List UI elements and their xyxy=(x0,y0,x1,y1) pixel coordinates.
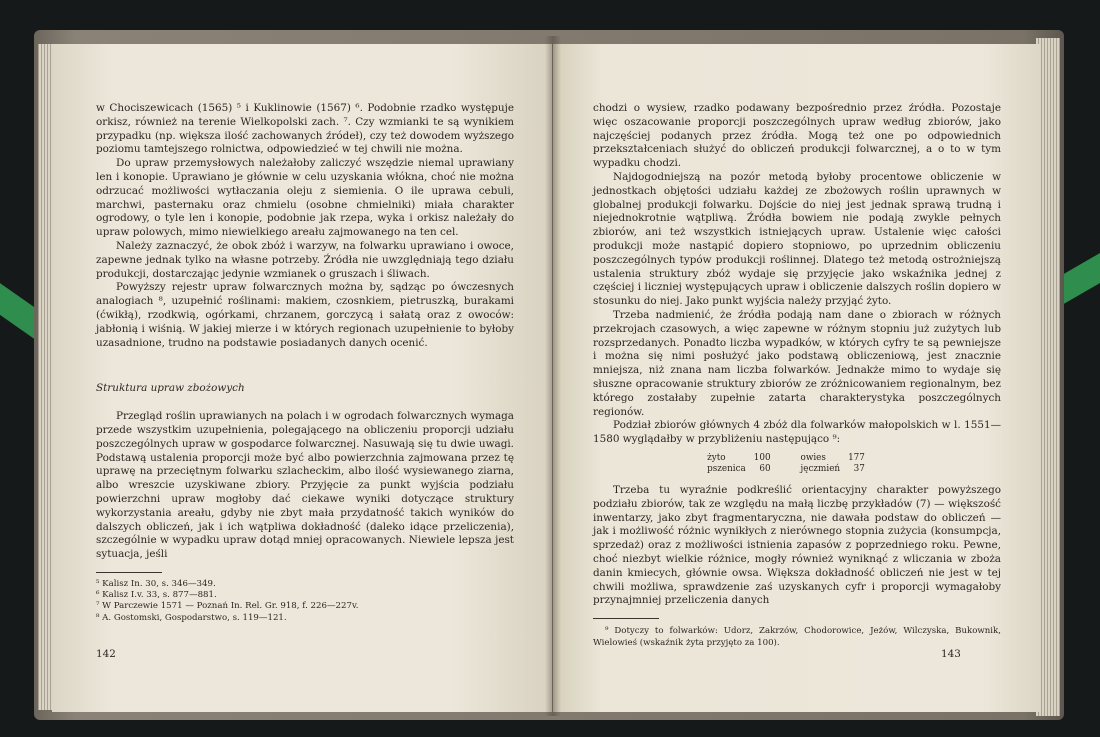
table-cell: jęczmień xyxy=(800,464,841,475)
table-row xyxy=(703,464,891,476)
table-cell: 60 xyxy=(759,464,771,475)
table-cell: żyto xyxy=(707,452,726,463)
paragraph: chodzi o wysiew, rzadko podawany bezpośrednio przez źródła. Pozostaje więc oszacowanie proporcji poszczególnych upraw według zbiorów, jako najczęściej podanych przez źródła. Mogą też one po odpowiednich przekształceniach służyć do obliczeń produkcji folwarcznej, a o to w tym wypadku chodzi. xyxy=(593,102,1001,170)
paragraph: Należy zaznaczyć, że obok zbóż i warzyw, na folwarku uprawiano i owoce, zapewne jednak tylko na własne potrzeby. Źródła nie uwzględniają tego działu produkcji, dostarczając jedynie wzmianek o gruszach i śliwach. xyxy=(96,239,514,280)
paragraph: Do upraw przemysłowych należałoby zaliczyć wszędzie niemal uprawiany len i konopie. Uprawiano je głównie w celu uzyskania włókna, choć nie można odrzucać możliwości wytłaczania oleju z siemienia. O ile uprawa cebuli, marchwi, pasternaku oraz chmielu (osobne chmielniki) miała charakter ogrodowy, o tyle len i konopie, podobnie jak rzepa, wyka i orkisz należały do upraw polowych, mimo niewielkiego areału zajmowanego na ten cel. xyxy=(96,157,514,239)
table-cell: 100 xyxy=(753,452,771,463)
paragraph: w Chociszewicach (1565) ⁵ i Kuklinowie (1567) ⁶. Podobnie rzadko występuje orkisz, również na terenie Wielkopolski zach. ⁷. Czy wzmianki te są wynikiem przypadku (np. większa ilość zachowanych źródeł), czy też dowodem wyższego poziomu tamtejszego rolnictwa, odpowiedzieć w tej chwili nie można. xyxy=(96,102,514,156)
paragraph: Powyższy rejestr upraw folwarcznych można by, sądząc po ówczesnych analogiach ⁸, uzupełnić roślinami: makiem, czosnkiem, pietruszką, burakami (ćwikłą), rzodkwią, ogórkami, chrzanem, gorczycą i sałatą oraz z owoców: jabłonią i wiśnią. W jakiej mierze i w których regionach uzupełnienie to byłoby uzasadnione, trudno na podstawie posiadanych danych ocenić. xyxy=(96,281,514,349)
page-number: 143 xyxy=(941,648,961,660)
right-page-text xyxy=(593,102,1001,649)
footnote: ⁸ A. Gostomski, Gospodarstwo, s. 119—121. xyxy=(96,612,287,623)
footnote: ⁵ Kalisz In. 30, s. 346—349. xyxy=(96,578,216,589)
paragraph: Trzeba tu wyraźnie podkreślić orientacyjny charakter powyższego podziału zbiorów, tak ze względu na małą liczbę przykładów (7) — większość inwentarzy, jako zbyt fragmentaryczna, nie dawała podstaw do obliczeń — jak i możliwość różnic wynikłych z nierównego stopnia zużycia (konsumpcja, sprzedaż) oraz z możliwości istnienia zapasów z poprzedniego roku. Pewne, choć niezbyt wielkie różnice, mogły również wyniknąć z wliczania w zboża danin kmiecych, głównie owsa. Większa dokładność obliczeń nie jest w tej chwili możliwa, sprawdzenie zaś uzyskanych cyfr i proporcji wymagałoby przynajmniej przeliczenia danych xyxy=(593,483,1001,607)
footnote: ⁶ Kalisz I.v. 33, s. 877—881. xyxy=(96,590,217,601)
paragraph: Trzeba nadmienić, że źródła podają nam dane o zbiorach w różnych przekrojach czasowych, a więc zapewne w różnym stopniu już zużytych lub rozsprzedanych. Ponadto liczba wypadków, w których cyfry te są pewniejsze i można się nimi posłużyć jako podstawą obliczeniową, jest znacznie mniejsza, niż znana nam liczba folwarków. Jednakże mimo to wydaje się słuszne opracowanie struktury zbiorów ze zróżnicowaniem regionalnym, bez którego zostałaby zupełnie zatarta charakterystyka poszczególnych regionów. xyxy=(593,308,1001,418)
paragraph: Przegląd roślin uprawianych na polach i w ogrodach folwarcznych wymaga przede wszystkim uzupełnienia, polegającego na obliczeniu proporcji udziału poszczególnych upraw w gospodarce folwarcznej. Nasuwają się tu dwie uwagi. Podstawą ustalenia proporcji może być albo powierzchnia zajmowana przez tę uprawę na przeciętnym folwarku szlacheckim, albo ilość wysiewanego ziarna, albo wreszcie uzyskiwane zbiory. Przyjęcie za punkt wyjścia podziału powierzchni upraw mogłoby dać ciekawe wyniki dotyczące struktury wykorzystania areału, gdyby nie zbyt mała przydatność takich wyników do dalszych obliczeń, jak i ich wątpliwa dokładność (daleko idące przeliczenia), szczególnie w wypadku upraw dotąd mniej opracowanych. Niewiele lepsza jest sytuacja, jeśli xyxy=(96,410,514,561)
harvest-table xyxy=(703,453,891,476)
table-cell: 177 xyxy=(848,452,865,463)
paragraph: Podział zbiorów głównych 4 zbóż dla folwarków małopolskich w l. 1551—1580 wyglądałby w przybliżeniu następująco ⁹: xyxy=(593,419,1001,446)
footnote: ⁹ Dotyczy to folwarków: Udorz, Zakrzów, Chodorowice, Jeżów, Wilczyska, Bukownik, Wielowieś (wskaźnik żyta przyjęto za 100). xyxy=(593,626,1001,649)
right-page xyxy=(553,44,1041,712)
paragraph: Najdogodniejszą na pozór metodą byłoby procentowe obliczenie w jednostkach objętości udziału każdej ze zbożowych roślin uprawnych w globalnej produkcji folwarku. Dojście do niej jest jednak sprawą trudną i niejednokrotnie wątpliwą. Źródła bowiem nie podają zwykle pełnych zbiorów, ani też wszystkich istniejących upraw. Ustalenie więc całości produkcji może nastąpić dopiero stopniowo, po uprzednim obliczeniu poszczególnych typów produkcji roślinnej. Dlatego też metodą ostrożniejszą ustalenia struktury zbóż wydaje się przyjęcie jako wskaźnika jednej z częściej i liczniej występujących upraw i obliczenie dalszych roślin dopiero w stosunku do niej. Jako punkt wyjścia należy przyjąć żyto. xyxy=(593,170,1001,308)
footnote-rule xyxy=(96,572,162,573)
table-row xyxy=(703,453,891,465)
table-cell: 37 xyxy=(853,464,865,475)
left-page xyxy=(52,44,552,712)
table-cell: owies xyxy=(800,452,826,463)
footnote-rule xyxy=(593,618,659,619)
page-number: 142 xyxy=(96,648,116,660)
left-page-text xyxy=(96,102,514,624)
section-heading: Struktura upraw zbożowych xyxy=(96,382,245,395)
footnote: ⁷ W Parczewie 1571 — Poznań In. Rel. Gr. 918, f. 226—227v. xyxy=(96,601,359,612)
book-gutter xyxy=(545,36,561,716)
table-cell: pszenica xyxy=(707,464,746,475)
